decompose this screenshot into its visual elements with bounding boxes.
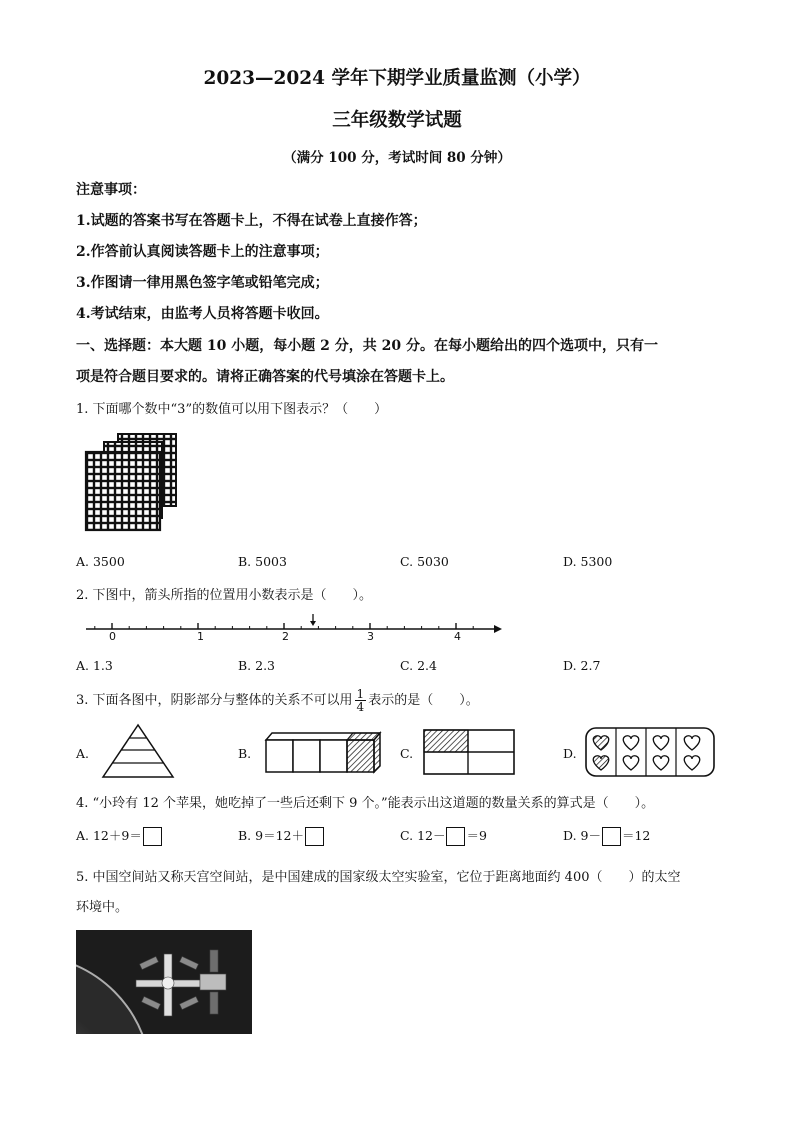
q3-label-b: B. — [238, 746, 252, 761]
q2-tick-label-2: 2 — [282, 630, 289, 643]
q3-text-before: 3. 下面各图中，阴影部分与整体的关系不可以用 — [76, 693, 353, 708]
q4-option-a-expr: A. 12＋9＝ — [76, 828, 142, 843]
exam-title: 2023—2024 学年下期学业质量监测（小学） — [203, 68, 591, 89]
q2-option-c: C. 2.4 — [400, 658, 437, 673]
q1-text: 1. 下面哪个数中“3”的数值可以用下图表示？（ ） — [76, 402, 388, 417]
q4-option-a-box — [143, 827, 162, 846]
q1-option-c: C. 5030 — [400, 554, 449, 569]
q1-thousand-blocks-figure — [80, 432, 180, 532]
q3-figure-b-cubes — [262, 730, 384, 774]
q2-tick-label-0: 0 — [109, 630, 116, 643]
q2-tick-label-4: 4 — [454, 630, 461, 643]
notes-heading: 注意事项： — [76, 182, 146, 198]
q2-option-b: B. 2.3 — [238, 658, 276, 673]
section1-line1: 一、选择题：本大题 10 小题，每小题 2 分，共 20 分。在每小题给出的四个选项中，只有一 — [76, 338, 658, 354]
q4-option-a — [76, 826, 163, 846]
q2-option-a: A. 1.3 — [76, 658, 113, 673]
q3-label-c: C. — [400, 746, 414, 761]
q1-option-b: B. 5003 — [238, 554, 287, 569]
q2-arrow — [310, 614, 316, 626]
q2-number-line — [84, 612, 504, 646]
q4-option-d — [563, 826, 650, 846]
q4-option-d-box — [602, 827, 621, 846]
q4-option-c-suffix: ＝9 — [466, 828, 487, 843]
q4-option-b-box — [305, 827, 324, 846]
q5-space-station-photo — [76, 930, 252, 1034]
q4-option-b-expr: B. 9＝12＋ — [238, 828, 304, 843]
q3-figure-a-triangle — [100, 722, 178, 780]
q2-tick-label-3: 3 — [367, 630, 374, 643]
q4-option-c — [400, 826, 487, 846]
q3-label-a: A. — [76, 746, 90, 761]
note-item-2: 2.作答前认真阅读答题卡上的注意事项； — [76, 244, 329, 260]
q4-text: 4. “小玲有 12 个苹果，她吃掉了一些后还剩下 9 个。”能表示出这道题的数量关系的算式是（ ）。 — [76, 796, 655, 811]
q3-label-d: D. — [563, 746, 577, 761]
q4-option-d-expr: D. 9－ — [563, 828, 601, 843]
exam-subtitle: 三年级数学试题 — [332, 110, 462, 131]
section1-line2: 项是符合题目要求的。请将正确答案的代号填涂在答题卡上。 — [76, 369, 454, 385]
exam-meta: （满分 100 分，考试时间 80 分钟） — [283, 150, 511, 166]
q3-fraction — [355, 688, 367, 713]
q2-option-d: D. 2.7 — [563, 658, 601, 673]
q2-tick-label-1: 1 — [197, 630, 204, 643]
note-item-1: 1.试题的答案书写在答题卡上，不得在试卷上直接作答； — [76, 213, 427, 229]
q4-option-c-expr: C. 12－ — [400, 828, 446, 843]
q3-fraction-denominator: 4 — [356, 700, 365, 714]
q4-option-c-box — [446, 827, 465, 846]
q4-option-d-suffix: ＝12 — [621, 828, 651, 843]
note-item-4: 4.考试结束，由监考人员将答题卡收回。 — [76, 306, 329, 322]
q2-text: 2. 下图中，箭头所指的位置用小数表示是（ ）。 — [76, 588, 373, 603]
q1-option-a: A. 3500 — [76, 554, 125, 569]
q4-option-b — [238, 826, 325, 846]
q3-text — [76, 688, 479, 713]
q3-figure-d-hearts — [584, 726, 716, 778]
q5-line2: 环境中。 — [76, 900, 129, 915]
note-item-3: 3.作图请一律用黑色签字笔或铅笔完成； — [76, 275, 329, 291]
q1-option-d: D. 5300 — [563, 554, 613, 569]
q3-fraction-numerator: 1 — [356, 687, 365, 701]
q3-figure-c-rectangle — [422, 728, 516, 776]
q3-text-after: 表示的是（ ）。 — [368, 693, 479, 708]
q5-line1: 5. 中国空间站又称天宫空间站，是中国建成的国家级太空实验室，它位于距离地面约 400（ ）的太空 — [76, 870, 681, 885]
